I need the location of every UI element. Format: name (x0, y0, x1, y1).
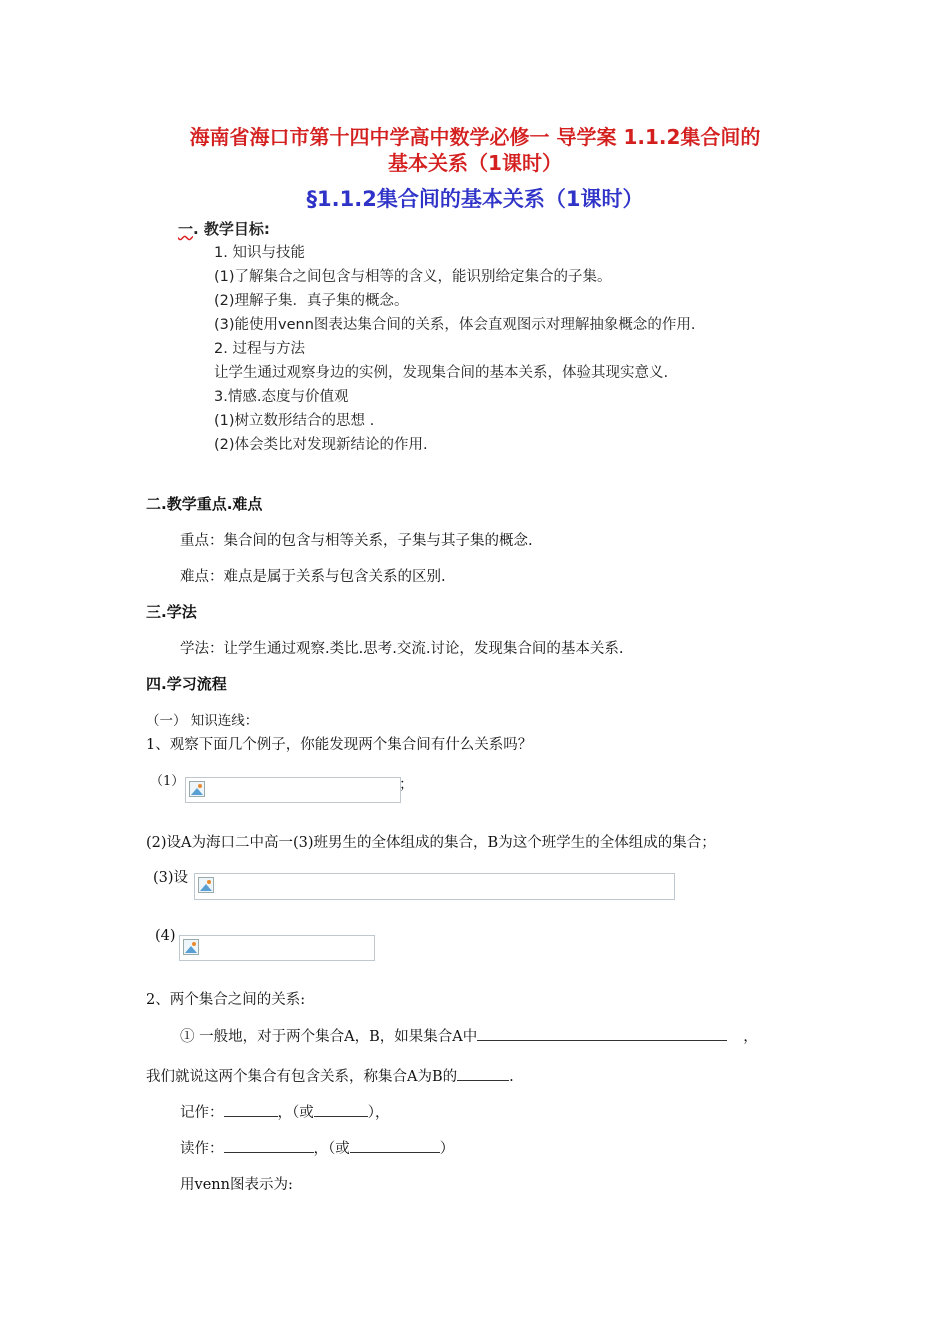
method-text: 学法：让学生通过观察.类比.思考.交流.讨论，发现集合间的基本关系. (180, 641, 624, 657)
example-4-formula-image (179, 935, 375, 961)
notation-or: ，（或 (277, 1105, 314, 1121)
objective-line: (3)能使用venn图表达集合间的关系，体会直观图示对理解抽象概念的作用. (214, 317, 696, 333)
example-3-formula-image (194, 873, 675, 900)
definition-line-1 (180, 1025, 820, 1046)
notation-blank-1[interactable] (224, 1102, 278, 1117)
broken-image-icon (189, 781, 205, 797)
objective-line: 让学生通过观察身边的实例，发现集合间的基本关系，体验其现实意义. (214, 365, 669, 381)
definition-line-2-start: 我们就说这两个集合有包含关系，称集合A为B的 (146, 1069, 458, 1085)
objective-line: 2. 过程与方法 (214, 341, 305, 357)
section-title: §1.1.2集合间的基本关系（1课时） (306, 187, 644, 211)
definition-line-2 (146, 1065, 514, 1086)
difficulty-text: 难点：难点是属于关系与包含关系的区别. (180, 569, 446, 585)
broken-image-icon (183, 939, 199, 955)
venn-line: 用venn图表示为: (180, 1177, 293, 1193)
objectives-heading-text: . 教学目标: (193, 220, 270, 238)
objective-line: (2)体会类比对发现新结论的作用. (214, 437, 428, 453)
definition-blank-2[interactable] (457, 1066, 509, 1081)
focus-text: 重点：集合间的包含与相等关系，子集与其子集的概念. (180, 533, 533, 549)
objectives-heading-number: 一 (178, 220, 194, 238)
flow-subheading: （一） 知识连线： (146, 713, 259, 729)
objectives-heading (178, 217, 798, 241)
notation-close: ）， (367, 1105, 390, 1121)
key-points-heading: 二.教学重点.难点 (146, 495, 263, 513)
example-1-tail: ； (399, 777, 414, 793)
objective-line: (1)树立数形结合的思想 . (214, 413, 375, 429)
notation-line (180, 1101, 390, 1122)
example-2-text: (2)设A为海口二中高一(3)班男生的全体组成的集合，B为这个班学生的全体组成的集合； (146, 835, 716, 851)
definition-line-2-end: . (509, 1069, 514, 1085)
reading-or: ，（或 (313, 1141, 350, 1157)
objective-line: (1)了解集合之间包含与相等的含义，能识别给定集合的子集。 (214, 269, 612, 285)
reading-line (180, 1137, 454, 1158)
definition-line-1-end: ， (743, 1029, 758, 1045)
question-1: 1、观察下面几个例子，你能发现两个集合间有什么关系吗？ (146, 737, 533, 753)
document-title-line1: 海南省海口市第十四中学高中数学必修一 导学案 1.1.2集合间的 (189, 125, 761, 149)
example-3-label: (3)设 (153, 870, 189, 886)
example-1-label: （1） (150, 774, 185, 789)
method-heading: 三.学法 (146, 603, 197, 621)
definition-blank-1[interactable] (477, 1026, 727, 1041)
broken-image-icon (198, 877, 214, 893)
notation-blank-2[interactable] (314, 1102, 368, 1117)
reading-blank-2[interactable] (350, 1138, 440, 1153)
flow-heading: 四.学习流程 (146, 675, 227, 693)
objective-line: 1. 知识与技能 (214, 245, 305, 261)
document-title-line2: 基本关系（1课时） (388, 151, 562, 175)
question-2: 2、两个集合之间的关系: (146, 992, 306, 1008)
objective-line: 3.情感.态度与价值观 (214, 389, 349, 405)
example-4-label: (4) (155, 928, 176, 944)
example-1-formula-image (185, 777, 401, 803)
reading-label: 读作： (180, 1141, 224, 1157)
definition-line-1-start: ① 一般地，对于两个集合A，B，如果集合A中 (180, 1029, 478, 1045)
reading-close: ） (439, 1141, 455, 1157)
objectives-block (178, 217, 798, 457)
reading-blank-1[interactable] (224, 1138, 314, 1153)
objective-line: (2)理解子集．真子集的概念。 (214, 293, 409, 309)
notation-label: 记作： (180, 1105, 224, 1121)
